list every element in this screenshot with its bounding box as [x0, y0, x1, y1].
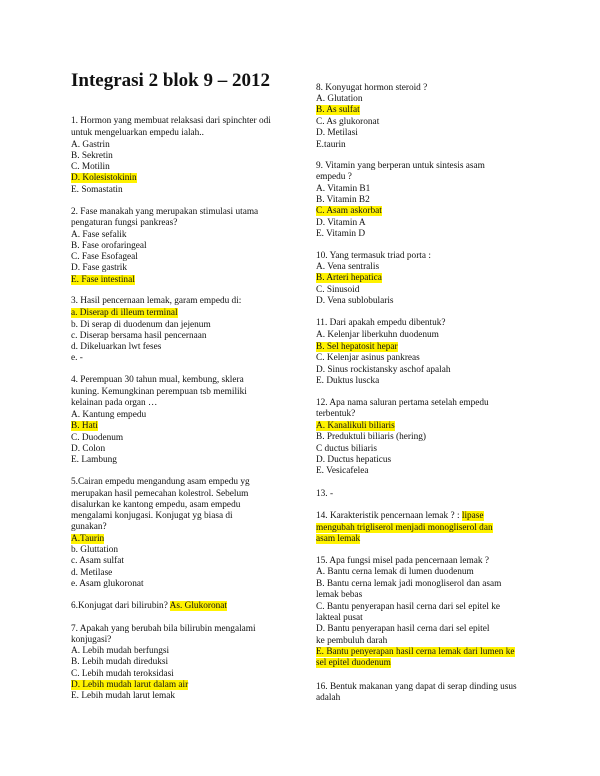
line-text: 15. Apa fungsi misel pada pencernaan lemak ?	[316, 556, 489, 566]
right-line	[316, 682, 517, 693]
left-line	[71, 230, 127, 241]
right-line	[316, 590, 362, 601]
left-line	[71, 433, 123, 444]
line-text: D. Vena sublobularis	[316, 296, 394, 306]
line-text: A. Lebih mudah berfungsi	[71, 646, 170, 656]
right-line	[316, 409, 355, 420]
left-line	[71, 410, 146, 421]
line-text: untuk mengeluarkan empedu ialah..	[71, 128, 204, 138]
right-line	[316, 296, 394, 307]
line-text: 7. Apakah yang berubah bila bilirubin mengalami	[71, 624, 256, 634]
right-line	[316, 318, 446, 329]
left-line	[71, 680, 188, 691]
right-line	[316, 218, 366, 229]
right-line	[316, 636, 387, 647]
left-line	[71, 579, 144, 590]
left-line	[71, 646, 169, 657]
line-text: 1. Hormon yang membuat relaksasi dari spinchter odi	[71, 116, 271, 126]
right-line	[316, 647, 515, 658]
line-text: 16. Bentuk makanan yang dapat di serap dinding usus	[316, 682, 517, 692]
line-text: A. Vitamin B1	[316, 184, 371, 194]
right-line	[316, 161, 485, 172]
line-text: kelainan pada organ …	[71, 398, 158, 408]
line-text: A. Kantung empedu	[71, 410, 147, 420]
right-line	[316, 421, 395, 432]
left-line	[71, 116, 271, 127]
line-text: B. Bantu cerna lemak jadi monogliserol dan asam	[316, 579, 502, 589]
left-line	[71, 218, 177, 229]
highlighted-answer: B. Sel hepatosit hepar	[316, 342, 398, 352]
highlighted-answer: a. Diserap di illeum terminal	[71, 308, 178, 318]
line-text: 13. -	[316, 489, 334, 499]
right-line	[316, 94, 362, 105]
line-text: terbentuk?	[316, 409, 356, 419]
left-line	[71, 375, 244, 386]
left-line	[71, 308, 178, 319]
left-line	[71, 545, 118, 556]
line-text: E. Vesicafelea	[316, 466, 369, 476]
line-text: mengalami konjugasi. Konjugat yg biasa di	[71, 511, 233, 521]
left-line	[71, 353, 83, 364]
line-text: 2. Fase manakah yang merupakan stimulasi utama	[71, 207, 259, 217]
left-line	[71, 241, 147, 252]
line-text: C. Lebih mudah teroksidasi	[71, 669, 174, 679]
highlighted-answer: mengubah trigliserol menjadi monogliserol dan	[316, 523, 493, 533]
line-text: C. Sinusoid	[316, 285, 360, 295]
line-text: D. Bantu penyerapan hasil cerna dari sel epitel	[316, 624, 490, 634]
line-text: E. Lambung	[71, 455, 117, 465]
line-text: E. Somastatin	[71, 185, 123, 195]
left-line	[71, 128, 204, 139]
right-line	[316, 523, 493, 534]
left-line	[71, 657, 168, 668]
right-line	[316, 251, 431, 262]
left-line	[71, 398, 157, 409]
line-text: 3. Hasil pencernaan lemak, garam empedu di:	[71, 296, 242, 306]
left-line	[71, 568, 112, 579]
right-line	[316, 229, 365, 240]
line-text: merupakan hasil pemecahan kolestrol. Sebelum	[71, 489, 249, 499]
line-text: E. Lebih mudah larut lemak	[71, 691, 176, 701]
line-text: ke pembuluh darah	[316, 636, 388, 646]
line-text: 4. Perempuan 30 tahun mual, kembung, sklera	[71, 375, 244, 385]
line-text: 9. Vitamin yang berperan untuk sintesis asam	[316, 161, 485, 171]
left-line	[71, 296, 241, 307]
line-text: B. Preduktuli biliaris (hering)	[316, 432, 426, 442]
left-line	[71, 140, 110, 151]
left-line	[71, 320, 211, 331]
line-text: A. Bantu cerna lemak di lumen duodenum	[316, 567, 474, 577]
left-line	[71, 252, 138, 263]
line-text: pengaturan fungsi pankreas?	[71, 218, 178, 228]
line-text: D. Metilasi	[316, 128, 358, 138]
line-text: 11. Dari apakah empedu dibentuk?	[316, 318, 446, 328]
line-text: C ductus biliaris	[316, 444, 377, 454]
left-line	[71, 669, 174, 680]
left-line	[71, 173, 137, 184]
right-line	[316, 466, 368, 477]
left-line	[71, 500, 240, 511]
line-text: A. Vena sentralis	[316, 262, 380, 272]
line-text: 8. Konyugat hormon steroid ?	[316, 83, 428, 93]
line-text: 6.Konjugat dari bilirubin?	[71, 601, 170, 611]
line-text: C. Kelenjar asinus pankreas	[316, 353, 420, 363]
highlighted-answer: E. Bantu penyerapan hasil cerna lemak dari lumen ke	[316, 647, 515, 657]
line-text: A. Glutation	[316, 94, 363, 104]
line-text: D. Sinus rockistansky aschof apalah	[316, 365, 451, 375]
left-line	[71, 331, 207, 342]
line-text: d. Metilase	[71, 568, 113, 578]
line-text: A. Fase sefalik	[71, 230, 127, 240]
line-text: B. Fase orofaringeal	[71, 241, 147, 251]
right-line	[316, 602, 500, 613]
right-line	[316, 117, 379, 128]
highlighted-answer: A. Kanalikuli biliaris	[316, 421, 395, 431]
right-line	[316, 556, 489, 567]
line-text: B. Sekretin	[71, 151, 113, 161]
line-text: 12. Apa nama saluran pertama setelah empedu	[316, 398, 489, 408]
right-line	[316, 128, 358, 139]
left-line	[71, 151, 113, 162]
line-text: C. Bantu penyerapan hasil cerna dari sel epitel ke	[316, 602, 501, 612]
left-line	[71, 534, 104, 545]
right-line	[316, 285, 359, 296]
left-line	[71, 511, 233, 522]
right-line	[316, 432, 426, 443]
line-text: disalurkan ke kantong empedu, asam empedu	[71, 500, 241, 510]
right-line	[316, 140, 346, 151]
line-text: A. Kelenjar liberkuhn duodenum	[316, 330, 439, 340]
right-line	[316, 365, 451, 376]
line-text: e. -	[71, 353, 83, 363]
right-line	[316, 567, 474, 578]
right-line	[316, 455, 391, 466]
line-text: B. Lebih mudah direduksi	[71, 657, 169, 667]
right-line	[316, 398, 489, 409]
left-line	[71, 207, 258, 218]
left-line	[71, 489, 248, 500]
highlighted-answer: B. As sulfat	[316, 105, 360, 115]
line-text: D. Colon	[71, 444, 106, 454]
right-line	[316, 658, 391, 669]
highlighted-answer: A.Taurin	[71, 534, 105, 544]
line-text: E. Vitamin D	[316, 229, 366, 239]
highlighted-answer: C. Asam askorbat	[316, 206, 382, 216]
left-line	[71, 342, 161, 353]
highlighted-answer: lipase	[461, 511, 484, 521]
right-line	[316, 376, 379, 387]
left-line	[71, 455, 117, 466]
left-line	[71, 522, 107, 533]
line-text: A. Gastrin	[71, 140, 110, 150]
line-text: d. Dikeluarkan lwt feses	[71, 342, 162, 352]
left-line	[71, 263, 127, 274]
left-line	[71, 556, 124, 567]
right-line	[316, 693, 340, 704]
line-text: kuning. Kemungkinan perempuan tsb memiliki	[71, 387, 247, 397]
left-line	[71, 185, 123, 196]
right-line	[316, 353, 420, 364]
right-line	[316, 195, 370, 206]
line-text: D. Fase gastrik	[71, 263, 128, 273]
left-line	[71, 477, 250, 488]
line-text: C. As glukoronat	[316, 117, 380, 127]
highlighted-answer: sel epitel duodenum	[316, 658, 391, 668]
line-text: c. Diserap bersama hasil pencernaan	[71, 331, 207, 341]
line-text: e. Asam glukoronat	[71, 579, 144, 589]
line-text: lakteal pusat	[316, 613, 363, 623]
right-line	[316, 184, 370, 195]
highlighted-answer: D. Lebih mudah larut dalam air	[71, 680, 189, 690]
right-line	[316, 342, 398, 353]
line-text: gunakan?	[71, 522, 107, 532]
line-text: B. Vitamin B2	[316, 195, 370, 205]
highlighted-answer: B. Hati	[71, 421, 98, 431]
right-line	[316, 534, 360, 545]
right-line	[316, 624, 489, 635]
line-text: empedu ?	[316, 172, 352, 182]
left-line	[71, 444, 105, 455]
line-text: C. Duodenum	[71, 433, 124, 443]
line-text: c. Asam sulfat	[71, 556, 124, 566]
left-line	[71, 421, 98, 432]
line-text: b. Di serap di duodenum dan jejenum	[71, 320, 211, 330]
highlighted-answer: asam lemak	[316, 534, 361, 544]
left-line	[71, 601, 227, 612]
line-text: E.taurin	[316, 140, 346, 150]
line-text: 14. Karakteristik pencernaan lemak ? :	[316, 511, 462, 521]
line-text: E. Duktus luscka	[316, 376, 380, 386]
right-line	[316, 262, 379, 273]
line-text: D. Ductus hepaticus	[316, 455, 392, 465]
right-line	[316, 613, 363, 624]
line-text: b. Gluttation	[71, 545, 118, 555]
highlighted-answer: D. Kolesistokinin	[71, 173, 137, 183]
right-line	[316, 330, 439, 341]
right-line	[316, 172, 352, 183]
line-text: konjugasi?	[71, 635, 112, 645]
line-text: D. Vitamin A	[316, 218, 366, 228]
left-line	[71, 624, 256, 635]
right-line	[316, 489, 333, 500]
right-line	[316, 83, 427, 94]
highlighted-answer: As. Glukoronat	[169, 601, 227, 611]
right-line	[316, 511, 484, 522]
left-line	[71, 387, 247, 398]
left-line	[71, 635, 111, 646]
right-line	[316, 206, 382, 217]
left-line	[71, 691, 175, 702]
highlighted-answer: E. Fase intestinal	[71, 275, 135, 285]
line-text: 5.Cairan empedu mengandung asam empedu yg	[71, 477, 250, 487]
line-text: adalah	[316, 693, 341, 703]
line-text: lemak bebas	[316, 590, 363, 600]
right-line	[316, 273, 382, 284]
line-text: C. Fase Esofageal	[71, 252, 138, 262]
right-line	[316, 579, 501, 590]
page-title: Integrasi 2 blok 9 – 2012	[71, 70, 270, 91]
line-text: 10. Yang termasuk triad porta :	[316, 251, 431, 261]
line-text: C. Motilin	[71, 162, 110, 172]
left-line	[71, 275, 135, 286]
highlighted-answer: B. Arteri hepatica	[316, 273, 382, 283]
right-line	[316, 444, 377, 455]
right-line	[316, 105, 360, 116]
left-line	[71, 162, 110, 173]
